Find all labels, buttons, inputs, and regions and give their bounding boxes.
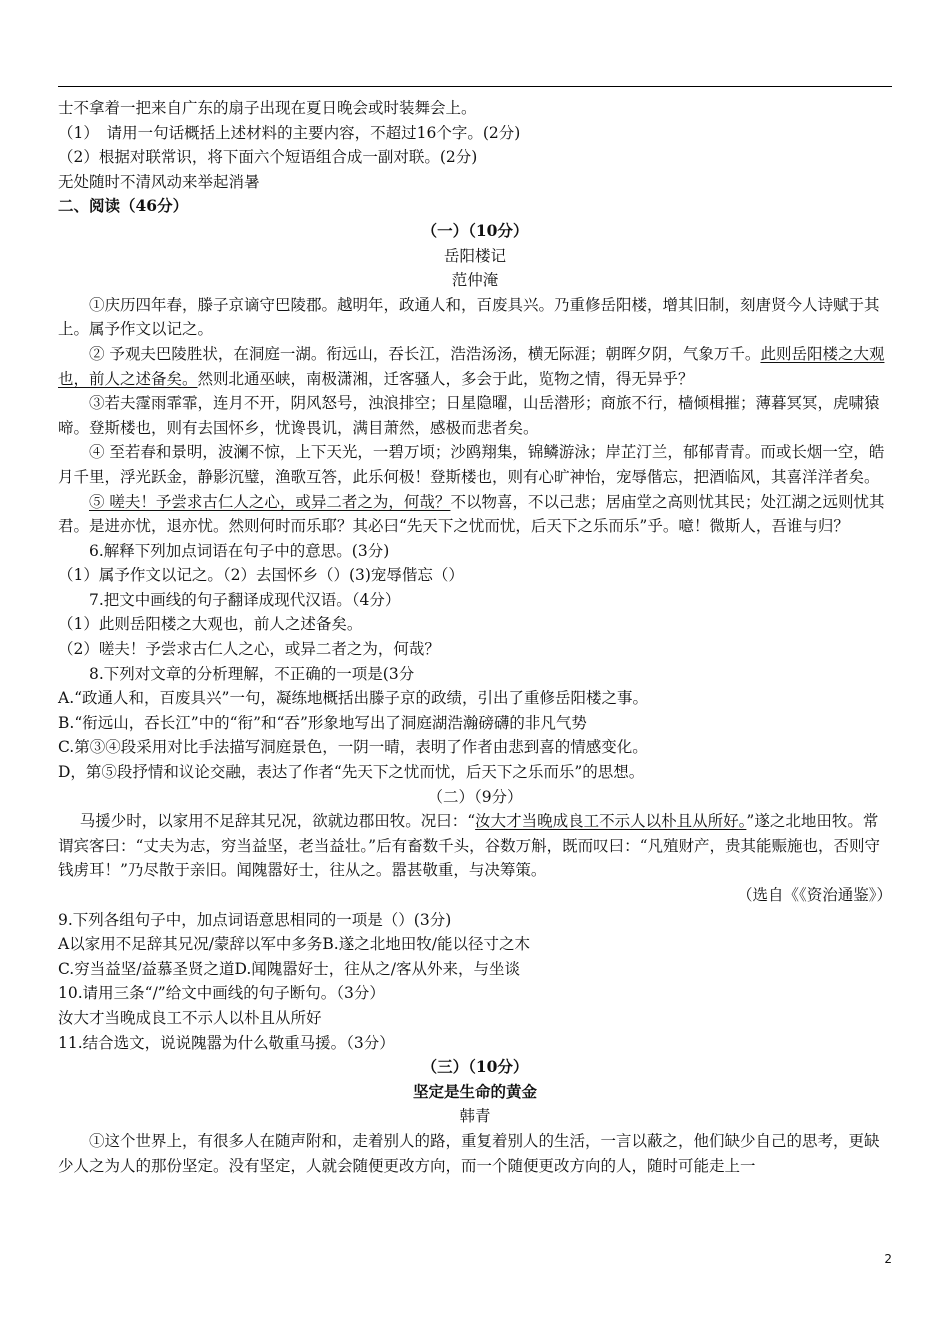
- question-9-options-cd: C.穷当益坚/益慕圣贤之道D.闻隗嚣好士，往从之/客从外来，与坐谈: [58, 959, 520, 978]
- document-page: [58, 96, 892, 1178]
- question-9: 9.下列各组句子中，加点词语意思相同的一项是（）(3分): [58, 910, 452, 929]
- part-1-para-3: ③若夫霪雨霏霏，连月不开，阴风怒号，浊浪排空；日星隐曜，山岳潜形；商旅不行，樯倾楫摧；薄暮冥冥，虎啸猿啼。登斯楼也，则有去国怀乡，忧谗畏讥，满目萧然，感极而悲者矣。: [58, 394, 880, 437]
- question-8-option-b: B.“衔远山，吞长江”中的“衔”和“吞”形象地写出了洞庭湖浩瀚磅礴的非凡气势: [58, 713, 587, 732]
- para-2-underlined: 此则岳阳楼之大观也，前人之述备矣。: [58, 344, 885, 388]
- section-2-title: 二、阅读（46分）: [58, 196, 189, 216]
- question-11: 11.结合选文，说说隗嚣为什么敬重马援。（3分）: [58, 1033, 395, 1052]
- part-2-heading: （二）（9分）: [427, 787, 523, 806]
- question-2: （2）根据对联常识，将下面六个短语组合成一副对联。(2分): [58, 148, 478, 167]
- part-1-para-1: ①庆历四年春，滕子京谪守巴陵郡。越明年，政通人和，百废具兴。乃重修岳阳楼，增其旧制，刻唐贤今人诗赋于其上。属予作文以记之。: [58, 295, 880, 339]
- question-10: 10.请用三条“/”给文中画线的句子断句。（3分）: [58, 984, 385, 1003]
- question-6-items: （1）属予作文以记之。（2）去国怀乡（）(3)宠辱偕忘（）: [58, 566, 464, 585]
- para-5-underlined: ⑤ 嗟夫！予尝求古仁人之心，或异二者之为，何哉？: [89, 492, 451, 511]
- question-8-option-c: C.第③④段采用对比手法描写洞庭景色，一阴一晴，表明了作者由悲到喜的情感变化。: [58, 738, 648, 757]
- question-7-item-2: （2）嗟夫！予尝求古仁人之心，或异二者之为，何哉？: [58, 640, 440, 659]
- part-3-title: 坚定是生命的黄金: [412, 1081, 537, 1101]
- question-7-item-1: （1）此则岳阳楼之大观也，前人之述备矣。: [58, 615, 363, 634]
- part-1-para-5: [58, 490, 892, 539]
- part-1-heading: （一）（10分）: [421, 220, 529, 240]
- part-3-heading: （三）（10分）: [421, 1057, 529, 1077]
- para-2-text-b: 然则北通巫峡，南极潇湘，迁客骚人，多会于此，览物之情，得无异乎？: [197, 369, 694, 388]
- part-1-para-2: [58, 342, 892, 391]
- part-1-para-4: ④ 至若春和景明，波澜不惊，上下天光，一碧万顷；沙鸥翔集，锦鳞游泳；岸芷汀兰，郁郁青青。而或长烟一空，皓月千里，浮光跃金，静影沉璧，渔歌互答，此乐何极！登斯楼也，则有心旷神怡，宠辱偕忘，把酒临风，其喜洋洋者矣。: [58, 443, 885, 486]
- question-8-option-a: A.“政通人和，百废具兴”一句，凝练地概括出滕子京的政绩，引出了重修岳阳楼之事。: [58, 689, 648, 708]
- part-1-author: 范仲淹: [451, 271, 499, 290]
- part-3-para-1: ①这个世界上，有很多人在随声附和，走着别人的路，重复着别人的生活，一言以蔽之，他们缺少自己的思考，更缺少人之为人的那份坚定。没有坚定，人就会随便更改方向，而一个随便更改方向的人，随时可能走上一: [58, 1131, 880, 1175]
- header-rule: [58, 86, 892, 87]
- question-10-text: 汝大才当晚成良工不示人以朴且从所好: [58, 1008, 322, 1027]
- para-2-text-a: ② 予观夫巴陵胜状，在洞庭一湖。衔远山，吞长江，浩浩汤汤，横无际涯；朝晖夕阴，气象万千。: [89, 344, 761, 363]
- question-8-option-d: D，第⑤段抒情和议论交融，表达了作者“先天下之忧而忧，后天下之乐而乐”的思想。: [58, 763, 645, 782]
- question-7: 7.把文中画线的句子翻译成现代汉语。（4分）: [89, 590, 401, 609]
- question-6: 6.解释下列加点词语在句子中的意思。(3分): [89, 541, 390, 560]
- part-2-passage: [58, 809, 892, 883]
- part-1-title: 岳阳楼记: [443, 246, 506, 265]
- question-1: （1） 请用一句话概括上述材料的主要内容，不超过16个字。(2分): [58, 123, 521, 142]
- para-5-text: 不以物喜，不以己悲；居庙堂之高则忧其民；处江湖之远则忧其君。是进亦忧，退亦忧。然则何时而乐耶？其必曰“先天下之忧而忧，后天下之乐而乐”乎。噫！微斯人，吾谁与归？: [58, 492, 885, 536]
- question-9-options-ab: A以家用不足辞其兄况/蒙辞以军中多务B.遂之北地田牧/能以径寸之木: [58, 935, 530, 954]
- passage-text-b: ”遂之北地田牧。常谓宾客曰：“丈夫为志，穷当益坚，老当益壮。”后有畜数千头，谷数万斛，既而叹曰：“凡殖财产，贵其能赈施也，否则守钱虏耳！”乃尽散于亲旧。闻隗嚣好士，往从之。嚣甚敬重，与决筹策。: [58, 812, 881, 880]
- question-2-phrases: 无处随时不清风动来举起消暑: [58, 172, 260, 191]
- part-3-author: 韩青: [459, 1107, 491, 1126]
- top-fragment: 士不拿着一把来自广东的扇子出现在夏日晚会或时装舞会上。: [58, 99, 477, 117]
- part-2-source: （选自《《资治通鉴》）: [736, 886, 892, 904]
- passage-underlined: 汝大才当晚成良工不示人以朴且从所好。: [475, 812, 747, 831]
- passage-text-a: 马援少时，以家用不足辞其兄况，欲就边郡田牧。况曰：“: [79, 812, 476, 831]
- question-8: 8.下列对文章的分析理解，不正确的一项是(3分: [89, 664, 415, 683]
- page-number: 2: [884, 1252, 892, 1266]
